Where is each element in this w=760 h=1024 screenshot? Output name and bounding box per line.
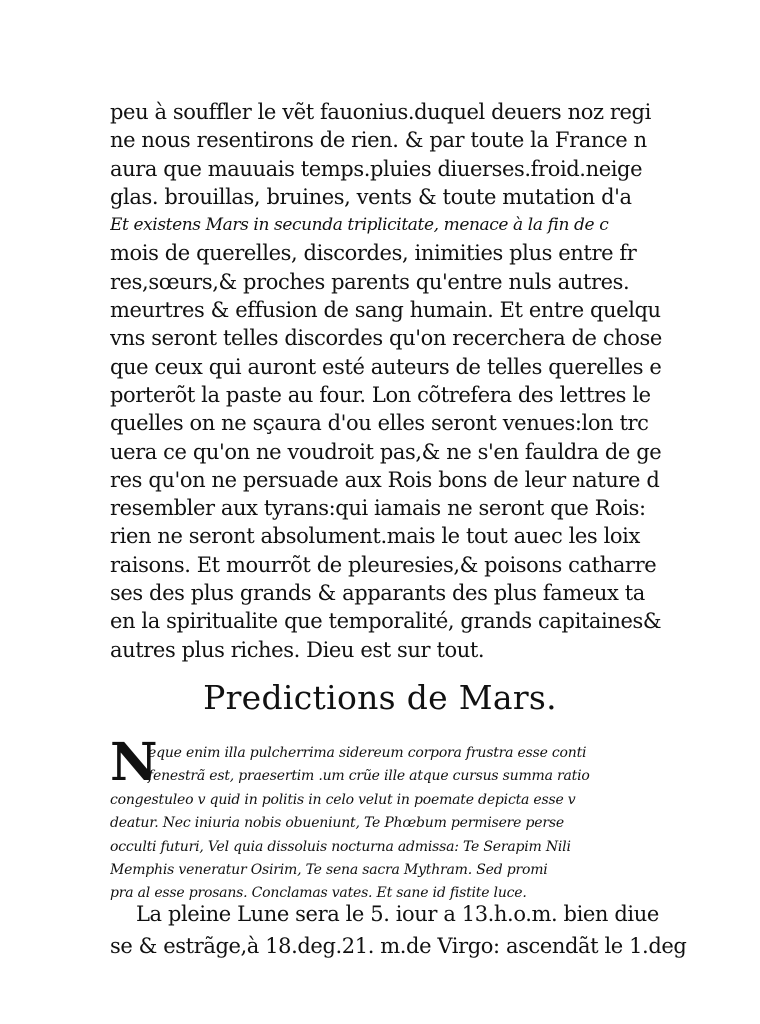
text-line: vns seront telles discordes qu'on recerchera de chose: [110, 326, 662, 351]
text-line: autres plus riches. Dieu est sur tout.: [110, 637, 485, 662]
latin-line: eque enim illa pulcherrima sidereum corpora frustra esse conti: [148, 745, 587, 761]
text-line: en la spiritualite que temporalité, grands capitaines&: [110, 609, 662, 634]
text-line: La pleine Lune sera le 5. iour a 13.h.o.m. bien diue: [136, 902, 659, 926]
latin-line: deatur. Nec iniuria nobis obueniunt, Te Phœbum permisere perse: [110, 815, 564, 832]
text-line: res,sœurs,& proches parents qu'entre nuls autres.: [110, 269, 630, 294]
body-text: [110, 98, 690, 664]
latin-passage: [110, 742, 680, 906]
text-line: quelles on ne sçaura d'ou elles seront venues:lon trc: [110, 411, 649, 436]
latin-line: pra al esse prosans. Conclamas vates. Et sane id fistite luce.: [110, 885, 527, 902]
drop-cap: N: [110, 732, 158, 793]
text-line: glas. brouillas, bruines, vents & toute mutation d'a: [110, 184, 632, 209]
text-line: uera ce qu'on ne voudroit pas,& ne s'en fauldra de ge: [110, 439, 662, 464]
closing-text: [110, 898, 690, 962]
text-line: que ceux qui auront esté auteurs de telles querelles e: [110, 354, 662, 379]
text-line: ne nous resentirons de rien. & par toute la France n: [110, 128, 647, 153]
text-line: aura que mauuais temps.pluies diuerses.froid.neige: [110, 156, 643, 181]
latin-line: Memphis veneratur Osirim, Te sena sacra Mythram. Sed promi: [110, 861, 548, 878]
text-line: rien ne seront absolument.mais le tout auec les loix: [110, 524, 640, 549]
text-line: mois de querelles, discordes, inimities plus entre fr: [110, 241, 637, 266]
text-line: peu à souffler le vẽt fauonius.duquel deuers noz regi: [110, 100, 651, 124]
section-heading: Predictions de Mars.: [203, 678, 557, 717]
text-line: raisons. Et mourrõt de pleuresies,& poisons catharre: [110, 552, 657, 577]
text-line: se & estrãge,à 18.deg.21. m.de Virgo: ascendãt le 1.deg: [110, 934, 687, 958]
text-line: porterõt la paste au four. Lon cõtrefera des lettres le: [110, 382, 651, 407]
latin-line: congestuleo v quid in politis in celo velut in poemate depicta esse v: [110, 791, 576, 808]
latin-line: fenestrã est, praesertim .um crũe ille atque cursus summa ratio: [148, 768, 590, 785]
latin-line: occulti futuri, Vel quia dissoluis nocturna admissa: Te Serapim Nili: [110, 838, 571, 855]
text-line: Et existens Mars in secunda triplicitate, menace à la fin de c: [110, 215, 609, 236]
text-line: meurtres & effusion de sang humain. Et entre quelqu: [110, 298, 661, 323]
text-line: resembler aux tyrans:qui iamais ne seront que Rois:: [110, 496, 646, 521]
text-line: ses des plus grands & apparants des plus fameux ta: [110, 581, 645, 606]
text-line: res qu'on ne persuade aux Rois bons de leur nature d: [110, 467, 660, 492]
